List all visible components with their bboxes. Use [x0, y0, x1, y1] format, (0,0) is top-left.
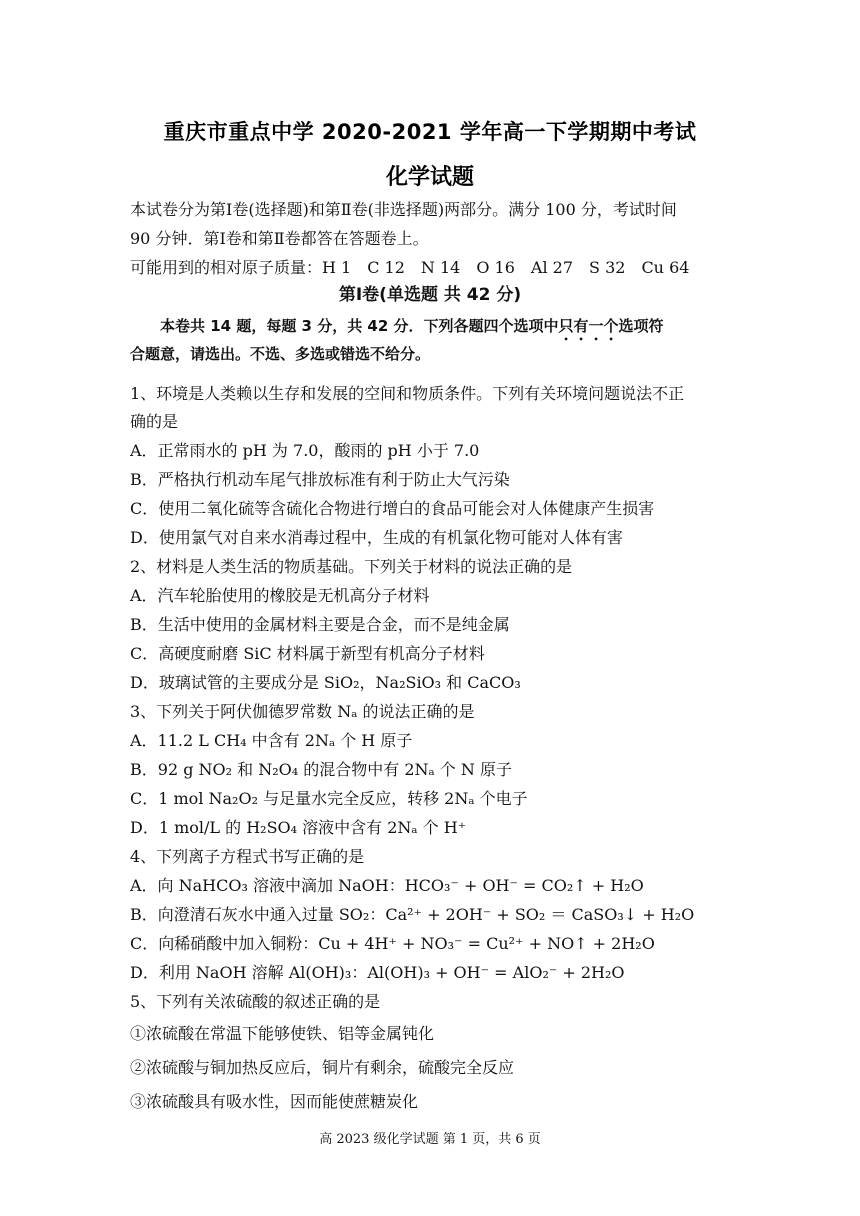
option-b: B．92 g NO₂ 和 N₂O₄ 的混合物中有 2Nₐ 个 N 原子 [130, 760, 512, 779]
statement-item: ③浓硫酸具有吸水性，因而能使蔗糖炭化 [130, 1092, 419, 1111]
option-b: B．严格执行机动车尾气排放标准有利于防止大气污染 [130, 470, 510, 489]
option-c: C．1 mol Na₂O₂ 与足量水完全反应，转移 2Nₐ 个电子 [130, 789, 528, 808]
instruction-text: 本卷共 14 题，每题 3 分，共 42 分．下列各题四个选项中 [160, 317, 559, 335]
option-c: C．向稀硝酸中加入铜粉：Cu + 4H⁺ + NO₃⁻ = Cu²⁺ + NO↑ + 2H₂O [130, 934, 655, 953]
intro-line: 本试卷分为第Ⅰ卷(选择题)和第Ⅱ卷(非选择题)两部分。满分 100 分，考试时间 [130, 200, 677, 219]
option-a: A．11.2 L CH₄ 中含有 2Nₐ 个 H 原子 [130, 731, 413, 750]
section-heading: 第Ⅰ卷(单选题 共 42 分) [338, 285, 522, 305]
instruction-text: 选项符 [618, 317, 664, 335]
instruction-emphasis: 只有一个 [558, 317, 619, 335]
section-instructions [160, 316, 740, 344]
statement-item: ①浓硫酸在常温下能够使铁、铝等金属钝化 [130, 1024, 435, 1043]
option-d: D．1 mol/L 的 H₂SO₄ 溶液中含有 2Nₐ 个 H⁺ [130, 818, 467, 837]
question-stem: 2、材料是人类生活的物质基础。下列关于材料的说法正确的是 [130, 557, 573, 576]
option-b: B．生活中使用的金属材料主要是合金，而不是纯金属 [130, 615, 510, 634]
option-c: C．高硬度耐磨 SiC 材料属于新型有机高分子材料 [130, 644, 485, 663]
option-b: B．向澄清石灰水中通入过量 SO₂：Ca²⁺ + 2OH⁻ + SO₂ ＝ CaSO₃↓ + H₂O [130, 905, 695, 924]
intro-line: 90 分钟．第Ⅰ卷和第Ⅱ卷都答在答题卷上。 [130, 229, 429, 248]
option-d: D．玻璃试管的主要成分是 SiO₂，Na₂SiO₃ 和 CaCO₃ [130, 673, 521, 692]
question-stem: 1、环境是人类赖以生存和发展的空间和物质条件。下列有关环境问题说法不正 [130, 384, 685, 403]
atomic-mass-line: 可能用到的相对原子质量：H 1 C 12 N 14 O 16 Al 27 S 32 Cu 64 [130, 258, 690, 277]
option-a: A．向 NaHCO₃ 溶液中滴加 NaOH：HCO₃⁻ + OH⁻ = CO₂↑ + H₂O [130, 876, 644, 895]
option-a: A．汽车轮胎使用的橡胶是无机高分子材料 [130, 586, 430, 605]
question-stem: 4、下列离子方程式书写正确的是 [130, 847, 365, 866]
statement-item: ②浓硫酸与铜加热反应后，铜片有剩余，硫酸完全反应 [130, 1058, 515, 1077]
question-stem: 确的是 [130, 412, 179, 431]
option-c: C．使用二氧化硫等含硫化合物进行增白的食品可能会对人体健康产生损害 [130, 499, 655, 518]
question-stem: 3、下列关于阿伏伽德罗常数 Nₐ 的说法正确的是 [130, 702, 475, 721]
exam-subtitle: 化学试题 [385, 165, 474, 190]
option-a: A．正常雨水的 pH 为 7.0，酸雨的 pH 小于 7.0 [130, 441, 480, 460]
question-stem: 5、下列有关浓硫酸的叙述正确的是 [130, 992, 381, 1011]
section-instructions: 合题意，请选出。不选、多选或错选不给分。 [130, 345, 431, 363]
exam-title: 重庆市重点中学 2020-2021 学年高一下学期期中考试 [163, 120, 697, 144]
option-d: D．使用氯气对自来水消毒过程中，生成的有机氯化物可能对人体有害 [130, 528, 623, 547]
option-d: D．利用 NaOH 溶解 Al(OH)₃：Al(OH)₃ + OH⁻ = AlO₂⁻ + 2H₂O [130, 963, 625, 982]
page-footer: 高 2023 级化学试题 第 1 页，共 6 页 [319, 1132, 541, 1147]
